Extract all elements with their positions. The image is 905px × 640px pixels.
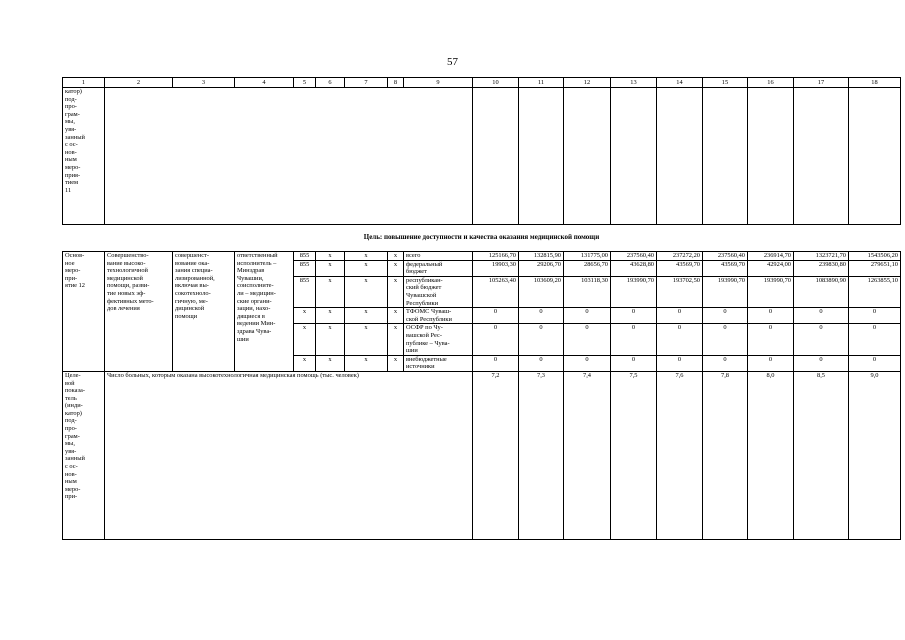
col-num: 13 [611, 78, 657, 88]
value-cell: 1323721,70 [794, 252, 849, 261]
value-cell: 0 [849, 324, 901, 355]
value-cell: 0 [564, 324, 611, 355]
value-cell: 236914,70 [748, 252, 794, 261]
value-cell: 237560,40 [703, 252, 748, 261]
value-cell: 0 [473, 324, 519, 355]
code-cell: x [316, 260, 345, 276]
empty-cell [657, 88, 703, 225]
empty-cell [473, 88, 519, 225]
funding-source: ТФОМС Чуваш- ской Республики [404, 308, 473, 324]
value-cell: 237560,40 [611, 252, 657, 261]
value-cell: 0 [519, 308, 564, 324]
value-cell: 105263,40 [473, 276, 519, 307]
indicator-value: 7,3 [519, 371, 564, 539]
value-cell: 193990,70 [748, 276, 794, 307]
col-num: 2 [105, 78, 173, 88]
empty-cell [564, 88, 611, 225]
indicator-value: 7,8 [703, 371, 748, 539]
code-cell: x [388, 276, 404, 307]
empty-cell [611, 88, 657, 225]
empty-cell [849, 88, 901, 225]
indicator-value: 7,2 [473, 371, 519, 539]
value-cell: 0 [849, 355, 901, 371]
value-cell: 1263855,10 [849, 276, 901, 307]
value-cell: 0 [794, 355, 849, 371]
value-cell: 237272,20 [657, 252, 703, 261]
funding-source: республикан- ский бюджет Чувашской Республики [404, 276, 473, 307]
value-cell: 0 [748, 355, 794, 371]
funding-source: внебюджетные источники [404, 355, 473, 371]
value-cell: 0 [564, 308, 611, 324]
code-cell: x [345, 252, 388, 261]
col-num: 4 [235, 78, 294, 88]
code-cell: x [316, 276, 345, 307]
value-cell: 0 [703, 308, 748, 324]
indicator-text: Число больных, которым оказана высокотехнологичная медицинская помощь (тыс. человек) [105, 371, 473, 539]
goal-row [63, 225, 901, 252]
funding-source: всего [404, 252, 473, 261]
value-cell: 0 [657, 355, 703, 371]
indicator-value: 9,0 [849, 371, 901, 539]
indicator-value: 8,5 [794, 371, 849, 539]
event-name: Совершенство- вание высоко- технологичной медицинской помощи, разви- тие новых эф- фективных мето- дов лечения [105, 252, 173, 372]
empty-cell [519, 88, 564, 225]
code-cell: x [316, 324, 345, 355]
code-cell: x [388, 324, 404, 355]
code-cell: 855 [294, 252, 316, 261]
code-cell: x [316, 355, 345, 371]
column-number-row [63, 78, 901, 88]
page-number: 57 [447, 56, 458, 68]
col-num: 15 [703, 78, 748, 88]
code-cell: x [316, 308, 345, 324]
empty-cell [748, 88, 794, 225]
col-num: 1 [63, 78, 105, 88]
col-num: 6 [316, 78, 345, 88]
event-task: совершенст- вование ока- зания специа- лизированной, включая вы- сокотехноло- гичную, ме- дицинской помощи [173, 252, 235, 372]
value-cell: 0 [519, 355, 564, 371]
code-cell: x [388, 355, 404, 371]
col-num: 18 [849, 78, 901, 88]
value-cell: 193990,70 [703, 276, 748, 307]
value-cell: 42924,00 [748, 260, 794, 276]
col-num: 7 [345, 78, 388, 88]
indicator-continuation-row [63, 88, 901, 225]
funding-source: ОСФР по Чу- вашской Рес- публике – Чува- шии [404, 324, 473, 355]
value-cell: 0 [657, 308, 703, 324]
empty-cell [105, 88, 473, 225]
indicator-value: 8,0 [748, 371, 794, 539]
value-cell: 0 [794, 308, 849, 324]
indicator-row [63, 371, 901, 539]
value-cell: 0 [611, 355, 657, 371]
value-cell: 0 [611, 324, 657, 355]
value-cell: 0 [611, 308, 657, 324]
code-cell: 855 [294, 276, 316, 307]
value-cell: 29206,70 [519, 260, 564, 276]
event-executor: ответственный исполнитель – Минздрав Чувашии, соисполните- ли – медицин- ские органи- зации, нахо- дящиеся в ведении Мин- здрава Чува- шии [235, 252, 294, 372]
funding-source: федеральный бюджет [404, 260, 473, 276]
indicator-value: 7,5 [611, 371, 657, 539]
value-cell: 0 [748, 308, 794, 324]
value-cell: 0 [473, 355, 519, 371]
value-cell: 103118,30 [564, 276, 611, 307]
value-cell: 1543506,20 [849, 252, 901, 261]
col-num: 11 [519, 78, 564, 88]
code-cell: x [345, 324, 388, 355]
value-cell: 0 [473, 308, 519, 324]
value-cell: 0 [748, 324, 794, 355]
code-cell: x [345, 355, 388, 371]
value-cell: 279651,10 [849, 260, 901, 276]
code-cell: x [345, 260, 388, 276]
col-num: 12 [564, 78, 611, 88]
value-cell: 43628,80 [611, 260, 657, 276]
value-cell: 131775,00 [564, 252, 611, 261]
empty-cell [703, 88, 748, 225]
value-cell: 43569,70 [703, 260, 748, 276]
empty-cell [794, 88, 849, 225]
value-cell: 28656,70 [564, 260, 611, 276]
code-cell: x [294, 308, 316, 324]
col-num: 17 [794, 78, 849, 88]
code-cell: x [345, 308, 388, 324]
value-cell: 43569,70 [657, 260, 703, 276]
col-num: 5 [294, 78, 316, 88]
value-cell: 0 [564, 355, 611, 371]
value-cell: 239830,80 [794, 260, 849, 276]
value-cell: 0 [519, 324, 564, 355]
code-cell: x [294, 324, 316, 355]
value-cell: 0 [703, 355, 748, 371]
value-cell: 132815,90 [519, 252, 564, 261]
col-num: 10 [473, 78, 519, 88]
col-num: 16 [748, 78, 794, 88]
value-cell: 0 [849, 308, 901, 324]
col-num: 8 [388, 78, 404, 88]
indicator-label: Целе- вой показа- тель (инди- катор) под- про- грам- мы, увя- занный с ос- нов- ным меро- при- [63, 371, 105, 539]
value-cell: 193702,50 [657, 276, 703, 307]
code-cell: x [316, 252, 345, 261]
table-row [63, 252, 901, 261]
value-cell: 0 [703, 324, 748, 355]
event-number: Основ- ное меро- при- ятие 12 [63, 252, 105, 372]
budget-table [62, 77, 901, 540]
code-cell: x [294, 355, 316, 371]
col-num: 3 [173, 78, 235, 88]
code-cell: x [388, 252, 404, 261]
code-cell: x [345, 276, 388, 307]
indicator-label-cont: катор) под- про- грам- мы, увя- занный с ос- нов- ным меро- прия- тием 11 [63, 88, 105, 225]
code-cell: 855 [294, 260, 316, 276]
indicator-value: 7,4 [564, 371, 611, 539]
value-cell: 103609,20 [519, 276, 564, 307]
value-cell: 0 [657, 324, 703, 355]
value-cell: 1083890,90 [794, 276, 849, 307]
goal-heading: Цель: повышение доступности и качества оказания медицинской помощи [63, 225, 901, 252]
value-cell: 19903,30 [473, 260, 519, 276]
code-cell: x [388, 308, 404, 324]
value-cell: 193990,70 [611, 276, 657, 307]
value-cell: 125166,70 [473, 252, 519, 261]
col-num: 9 [404, 78, 473, 88]
code-cell: x [388, 260, 404, 276]
value-cell: 0 [794, 324, 849, 355]
col-num: 14 [657, 78, 703, 88]
indicator-value: 7,6 [657, 371, 703, 539]
